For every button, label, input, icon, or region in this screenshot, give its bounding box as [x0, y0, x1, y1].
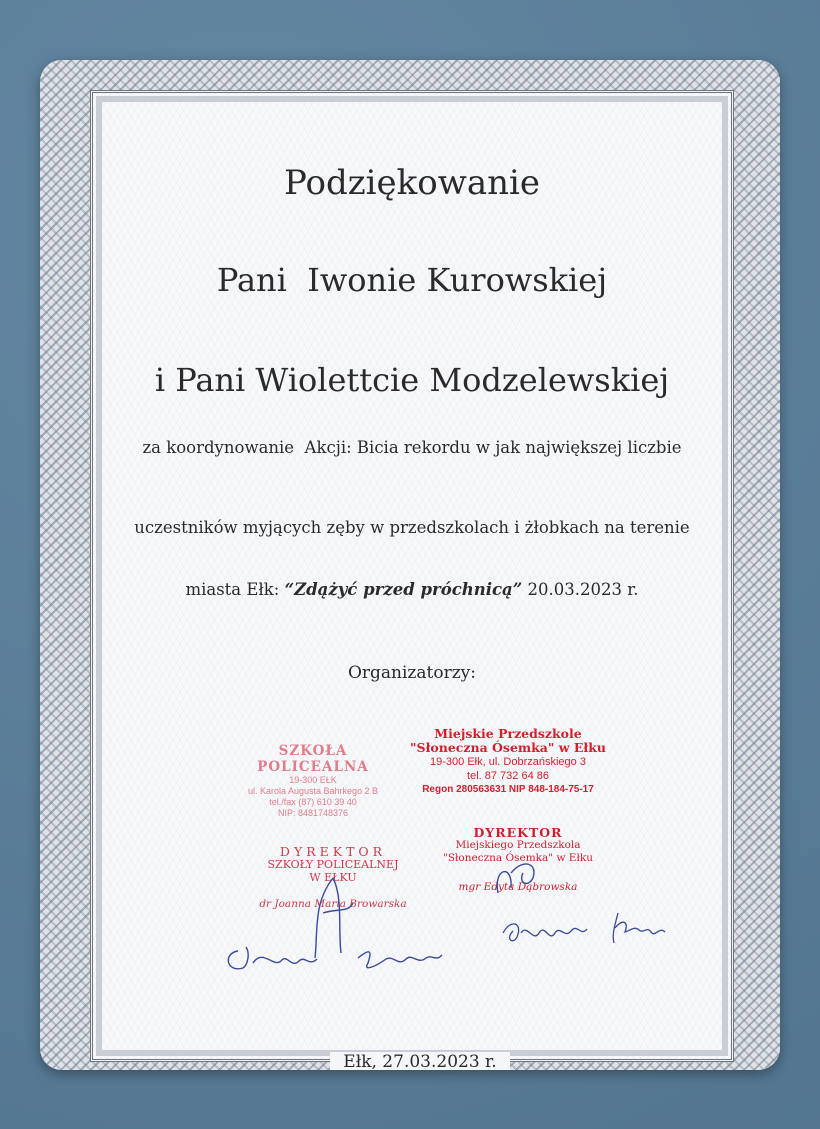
body-line-3-prefix: miasta Ełk: — [185, 580, 285, 599]
body-line-1: za koordynowanie Akcji: Bicia rekordu w jak największej liczbie — [142, 438, 682, 457]
body-line-2: uczestników myjących zęby w przedszkolach i żłobkach na terenie — [134, 518, 690, 537]
preschool-director-title: DYREKTOR — [473, 825, 563, 840]
body-line-3 — [93, 580, 731, 599]
school-stamp-phone: tel./fax (87) 610 39 40 — [269, 797, 357, 807]
preschool-director-name: mgr Edyta Dąbrowska — [458, 881, 578, 893]
certificate-frame — [90, 90, 734, 1062]
preschool-stamp-regon: Regon 280563631 NIP 848-184-75-17 — [422, 784, 594, 795]
school-director-line-2: W EŁKU — [309, 871, 357, 884]
school-stamp-name: SZKOŁA POLICEALNA — [257, 743, 369, 775]
preschool-stamp-name-1: Miejskie Przedszkole — [434, 726, 582, 741]
recipient-2: i Pani Wiolettcie Modzelewskiej — [154, 361, 670, 399]
signature-dabrowska — [483, 853, 553, 903]
certificate-sheet — [40, 60, 780, 1070]
preschool-director-line-2: "Słoneczna Ósemka" w Ełku — [443, 852, 593, 864]
preschool-stamp-name-2: "Słoneczna Ósemka" w Ełku — [410, 740, 606, 755]
school-stamp-city: 19-300 EŁK — [289, 775, 337, 785]
preschool-stamp-address: 19-300 Ełk, ul. Dobrzańskiego 3 — [430, 756, 586, 768]
school-director-title: DYREKTOR — [279, 844, 387, 859]
school-stamp-street: ul. Karola Augusta Bahrkego 2 B — [247, 786, 379, 796]
school-director-name: dr Joanna Maria Browarska — [259, 898, 407, 910]
certificate-title: Podziękowanie — [284, 163, 540, 203]
preschool-director-line-1: Miejskiego Przedszkola — [455, 839, 581, 851]
school-stamp — [223, 743, 403, 819]
event-date: 20.03.2023 r. — [527, 580, 639, 599]
preschool-stamp — [393, 727, 623, 797]
signature-joanna-zalewska — [218, 933, 468, 983]
organizers-label: Organizatorzy: — [347, 663, 477, 683]
signature-agnieszka-kiluk — [493, 903, 693, 953]
school-stamp-nip: NIP: 8481748376 — [277, 808, 349, 818]
recipient-1: Pani Iwonie Kurowskiej — [216, 261, 608, 299]
event-name: “Zdążyć przed próchnicą” — [284, 580, 523, 599]
place-and-date: Ełk, 27.03.2023 r. — [330, 1052, 510, 1070]
preschool-stamp-phone: tel. 87 732 64 86 — [467, 770, 549, 782]
certificate-content — [93, 93, 731, 1059]
school-director-line-1: SZKOŁY POLICEALNEJ — [267, 858, 399, 871]
